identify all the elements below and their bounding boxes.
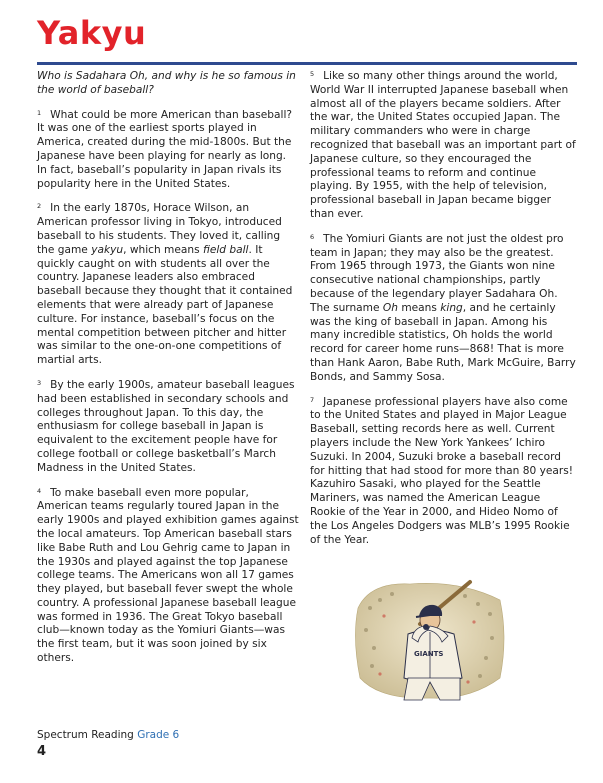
- paragraph-1: [37, 109, 299, 192]
- paragraph-number: 1: [37, 108, 42, 117]
- paragraph-number: 4: [37, 486, 42, 495]
- series-name: Spectrum Reading: [37, 729, 134, 741]
- paragraph-number: 5: [310, 70, 315, 78]
- paragraph-text: . It quickly caught on with students all over the country. Japanese leaders also embraced baseball because they thought that it contained elements that were already part of Japanese culture. For instance, baseball’s focus on the mental competition between pitcher and hitter was similar to the one-on-one competitions of martial arts.: [37, 243, 293, 367]
- paragraph-7: [310, 396, 576, 548]
- italic-term: field ball: [202, 243, 249, 256]
- paragraph-text: means: [397, 301, 441, 314]
- paragraph-number: 3: [37, 378, 42, 387]
- grade-label: Grade 6: [137, 729, 180, 741]
- paragraph-text: In the early 1870s, Horace Wilson, an American professor living in Tokyo, introduced baseball to his students. They loved it, calling the game: [37, 202, 282, 256]
- paragraph-text: The Yomiuri Giants are not just the oldest pro team in Japan; they may also be the greatest. From 1965 through 1973, the Giants won nine consecutive national championships, partly because of the legendary player Sadahara Oh. The surname: [310, 232, 564, 314]
- svg-text:GIANTS: GIANTS: [414, 650, 444, 658]
- paragraph-text: By the early 1900s, amateur baseball leagues had been established in secondary schools and colleges throughout Japan. To this day, the enthusiasm for college baseball in Japan is equivalent to the excitement people have for college football or college basketball’s March Madness in the United States.: [37, 378, 295, 474]
- italic-term: king: [440, 301, 463, 314]
- paragraph-number: 6: [310, 232, 315, 241]
- paragraph-text: Japanese professional players have also come to the United States and played in Major League Baseball, setting records here as well. Current players include the New York Yankees’ Ichiro Suzuki. In 2004, Suzuki broke a baseball record for hitting that had stood for more than 80 years! Kazuhiro Sasaki, who played for the Seattle Mariners, was named the American League Rookie of the Year in 2000, and Hideo Nomo of the Los Angeles Dodgers was MLB’s 1995 Rookie of the Year.: [310, 395, 573, 546]
- paragraph-number: 2: [37, 202, 42, 211]
- paragraph-6: [310, 233, 576, 385]
- batter-illustration: [350, 578, 510, 704]
- paragraph-4: [37, 487, 299, 666]
- paragraph-text: , and he certainly was the king of baseball in Japan. Among his many incredible statistics, Oh holds the world record for career home runs—868! That is more than Hank Aaron, Babe Ruth, Mark McGuire, Barry Bonds, and Sammy Sosa.: [310, 301, 576, 383]
- paragraph-5: [310, 70, 576, 222]
- page-title: Yakyu: [37, 14, 147, 52]
- page-number: 4: [37, 744, 47, 759]
- paragraph-number: 7: [310, 395, 315, 404]
- footer: [37, 729, 179, 741]
- italic-term: Oh: [382, 301, 398, 314]
- paragraph-3: [37, 379, 299, 476]
- title-rule: [37, 62, 577, 65]
- paragraph-text: To make baseball even more popular, American teams regularly toured Japan in the early 1900s and played exhibition games against the local amateurs. Top American baseball stars like Babe Ruth and Lou Gehrig came to Japan in the 1930s and played against the top Japanese college teams. The Americans won all 17 games they played, but baseball fever swept the whole country. A professional Japanese baseball league was formed in 1936. The Great Tokyo baseball club—known today as the Yomiuri Giants—was the first team, but it was soon joined by six others.: [37, 486, 299, 665]
- intro-question: Who is Sadahara Oh, and why is he so famous in the world of baseball?: [37, 70, 296, 96]
- paragraph-text: , which means: [123, 243, 203, 256]
- paragraph-text: What could be more American than baseball? It was one of the earliest sports played in America, created during the mid-1800s. But the Japanese have been playing for nearly as long. In fact, baseball’s popularity in Japan rivals its popularity here in the United States.: [37, 108, 293, 190]
- right-column: [310, 70, 576, 558]
- italic-term: yakyu: [91, 243, 124, 256]
- left-column: [37, 70, 299, 677]
- paragraph-text: Like so many other things around the world, World War II interrupted Japanese baseball when almost all of the players became soldiers. After the war, the United States occupied Japan. The military commanders who were in charge recognized that baseball was an important part of Japanese culture, so they encouraged the professional teams to reform and continue playing. By 1955, with the help of television, professional baseball in Japan became bigger than ever.: [310, 70, 576, 220]
- paragraph-2: [37, 202, 299, 368]
